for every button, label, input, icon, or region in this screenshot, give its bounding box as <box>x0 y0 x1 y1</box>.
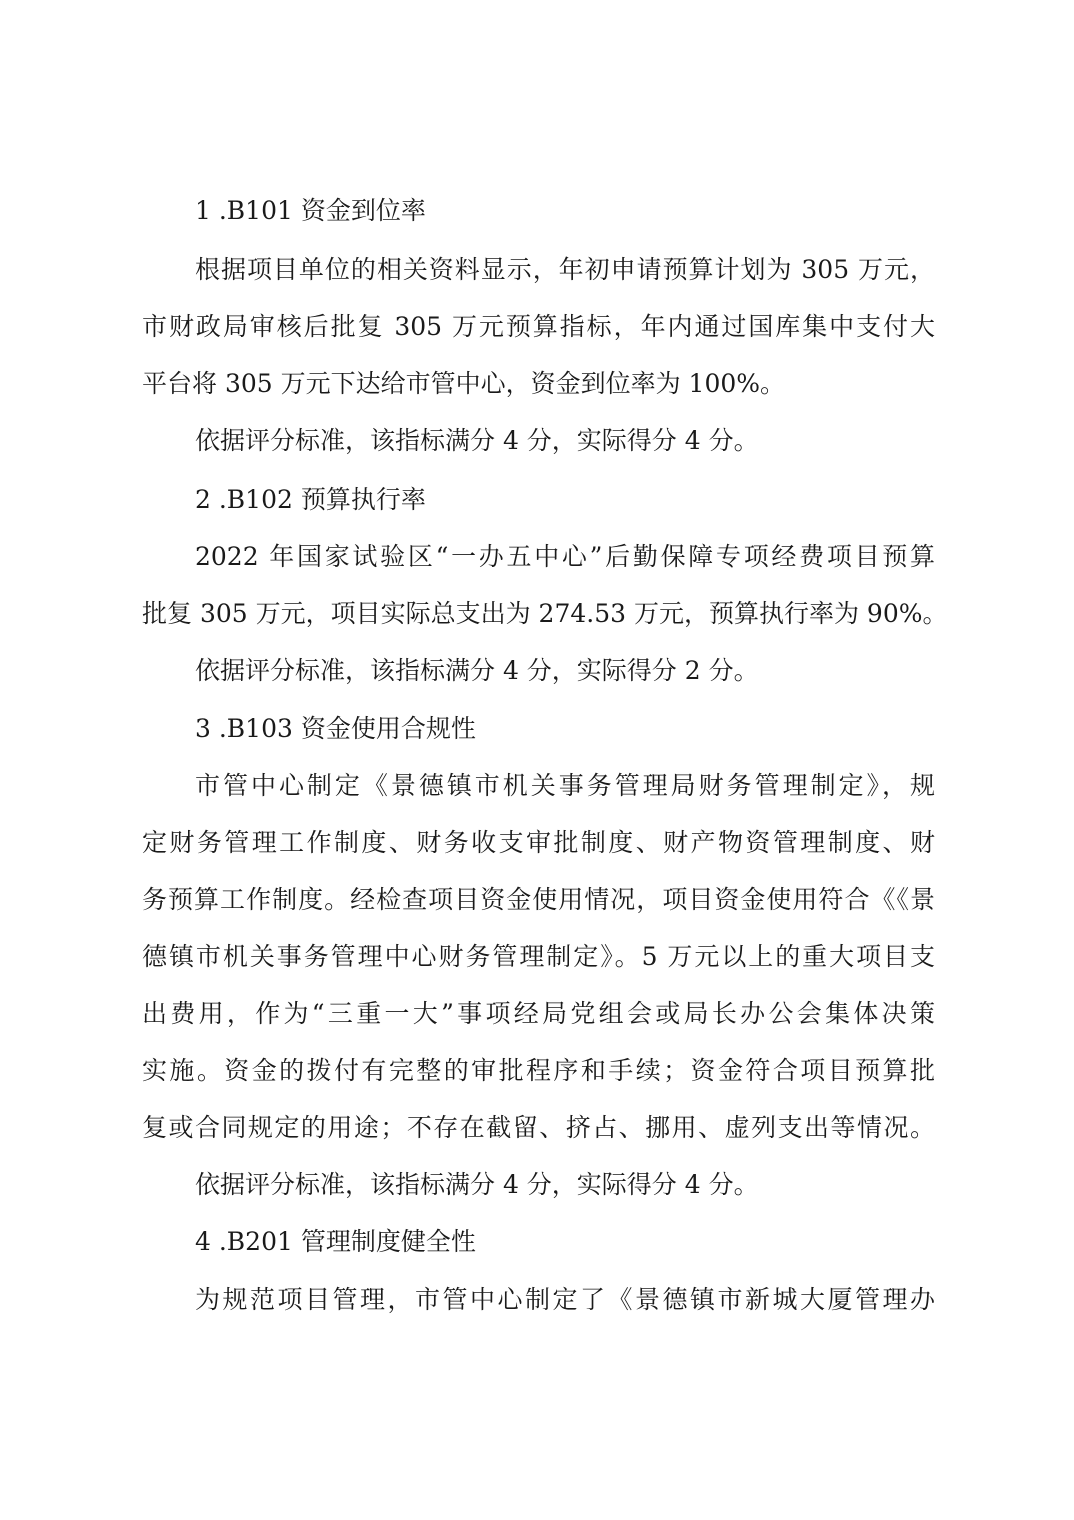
section-heading-b103: 3 .B103 资金使用合规性 <box>195 714 476 743</box>
paragraph-line: 2022 年国家试验区“一办五中心”后勤保障专项经费项目预算 <box>195 542 935 571</box>
section-heading-b102: 2 .B102 预算执行率 <box>195 485 426 514</box>
paragraph-line: 实施。资金的拨付有完整的审批程序和手续；资金符合项目预算批 <box>142 1056 935 1085</box>
section-heading-b101: 1 .B101 资金到位率 <box>195 196 426 225</box>
paragraph-line: 复或合同规定的用途；不存在截留、挤占、挪用、虚列支出等情况。 <box>142 1113 935 1142</box>
paragraph-line: 根据项目单位的相关资料显示，年初申请预算计划为 305 万元， <box>195 255 935 284</box>
paragraph-line: 德镇市机关事务管理中心财务管理制定》。5 万元以上的重大项目支 <box>142 942 935 971</box>
paragraph-line: 市财政局审核后批复 305 万元预算指标，年内通过国库集中支付大 <box>142 312 935 341</box>
paragraph-line: 平台将 305 万元下达给市管中心，资金到位率为 100%。 <box>142 369 786 398</box>
paragraph-line: 批复 305 万元，项目实际总支出为 274.53 万元，预算执行率为 90%。 <box>142 599 948 628</box>
paragraph-line: 市管中心制定《景德镇市机关事务管理局财务管理制定》，规 <box>195 771 935 800</box>
score-line: 依据评分标准，该指标满分 4 分，实际得分 2 分。 <box>195 656 759 685</box>
score-line: 依据评分标准，该指标满分 4 分，实际得分 4 分。 <box>195 426 759 455</box>
paragraph-line: 定财务管理工作制度、财务收支审批制度、财产物资管理制度、财 <box>142 828 935 857</box>
paragraph-line: 为规范项目管理，市管中心制定了《景德镇市新城大厦管理办 <box>195 1285 935 1314</box>
section-heading-b201: 4 .B201 管理制度健全性 <box>195 1227 476 1256</box>
score-line: 依据评分标准，该指标满分 4 分，实际得分 4 分。 <box>195 1170 759 1199</box>
paragraph-line: 出费用，作为“三重一大”事项经局党组会或局长办公会集体决策 <box>142 999 935 1028</box>
paragraph-line: 务预算工作制度。经检查项目资金使用情况，项目资金使用符合《《景 <box>142 885 935 914</box>
